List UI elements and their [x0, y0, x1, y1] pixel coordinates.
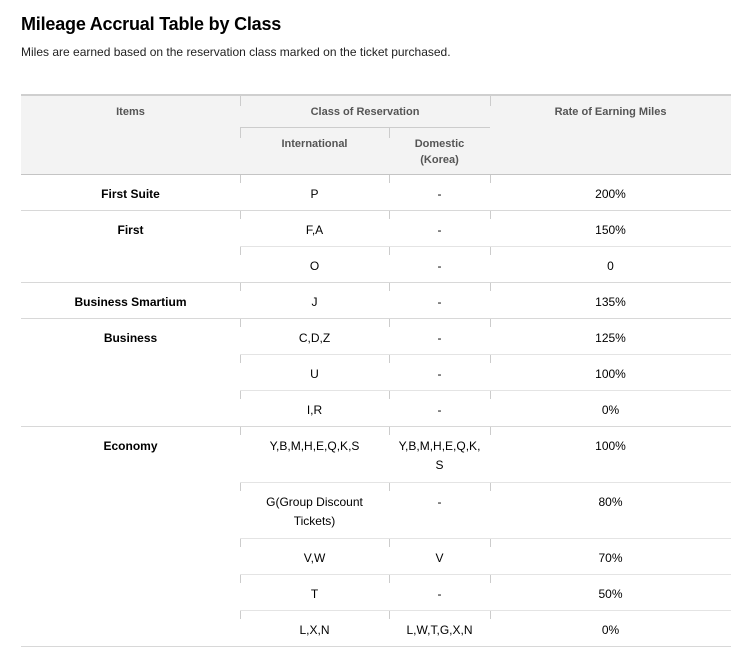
- row-domestic: Y,B,M,H,E,Q,K, S: [389, 427, 490, 483]
- header-items: Items: [21, 95, 240, 175]
- row-international: L,X,N: [240, 611, 389, 647]
- row-international: J: [240, 283, 389, 319]
- header-domestic: [389, 128, 490, 175]
- row-rate: 80%: [490, 483, 731, 539]
- row-international: F,A: [240, 211, 389, 247]
- row-domestic: V: [389, 539, 490, 575]
- row-international: T: [240, 575, 389, 611]
- header-international: International: [240, 128, 389, 175]
- row-international: C,D,Z: [240, 319, 389, 355]
- row-item: Business Smartium: [74, 295, 187, 309]
- header-class-of-reservation: Class of Reservation: [240, 95, 490, 128]
- row-domestic: -: [389, 483, 490, 539]
- page-title: Mileage Accrual Table by Class: [21, 14, 282, 34]
- row-international: G(Group Discount Tickets): [240, 483, 389, 539]
- row-rate: 200%: [490, 175, 731, 211]
- row-domestic: -: [389, 211, 490, 247]
- header-domestic-line1: Domestic: [414, 138, 465, 150]
- header-rate: Rate of Earning Miles: [490, 95, 731, 175]
- row-rate: 50%: [490, 575, 731, 611]
- row-international: O: [240, 247, 389, 283]
- row-domestic: -: [389, 355, 490, 391]
- row-domestic: -: [389, 319, 490, 355]
- row-rate: 100%: [490, 355, 731, 391]
- row-item: First: [117, 223, 144, 237]
- header-domestic-line2: (Korea): [420, 154, 459, 166]
- row-domestic: -: [389, 391, 490, 427]
- row-rate: 135%: [490, 283, 731, 319]
- row-rate: 70%: [490, 539, 731, 575]
- table-row: [21, 319, 731, 355]
- table-row: [21, 283, 731, 319]
- row-rate: 0%: [490, 611, 731, 647]
- row-domestic: -: [389, 575, 490, 611]
- page-subtitle: Miles are earned based on the reservation class marked on the ticket purchased.: [21, 45, 451, 59]
- row-rate: 100%: [490, 427, 731, 483]
- row-domestic: -: [389, 175, 490, 211]
- row-domestic: L,W,T,G,X,N: [389, 611, 490, 647]
- mileage-accrual-table: [21, 94, 731, 647]
- table-header: [21, 95, 731, 175]
- row-item: Business: [103, 331, 158, 345]
- row-rate: 125%: [490, 319, 731, 355]
- row-international: P: [240, 175, 389, 211]
- table-row: [21, 427, 731, 483]
- table-row: [21, 175, 731, 211]
- row-rate: 150%: [490, 211, 731, 247]
- table-row: [21, 211, 731, 247]
- row-international: V,W: [240, 539, 389, 575]
- row-international: U: [240, 355, 389, 391]
- row-domestic: -: [389, 247, 490, 283]
- row-rate: 0%: [490, 391, 731, 427]
- row-domestic: -: [389, 283, 490, 319]
- table-body: [21, 175, 731, 647]
- row-item: Economy: [103, 439, 158, 453]
- row-item: First Suite: [101, 187, 160, 201]
- row-international: Y,B,M,H,E,Q,K,S: [240, 427, 389, 483]
- row-rate: 0: [490, 247, 731, 283]
- row-international: I,R: [240, 391, 389, 427]
